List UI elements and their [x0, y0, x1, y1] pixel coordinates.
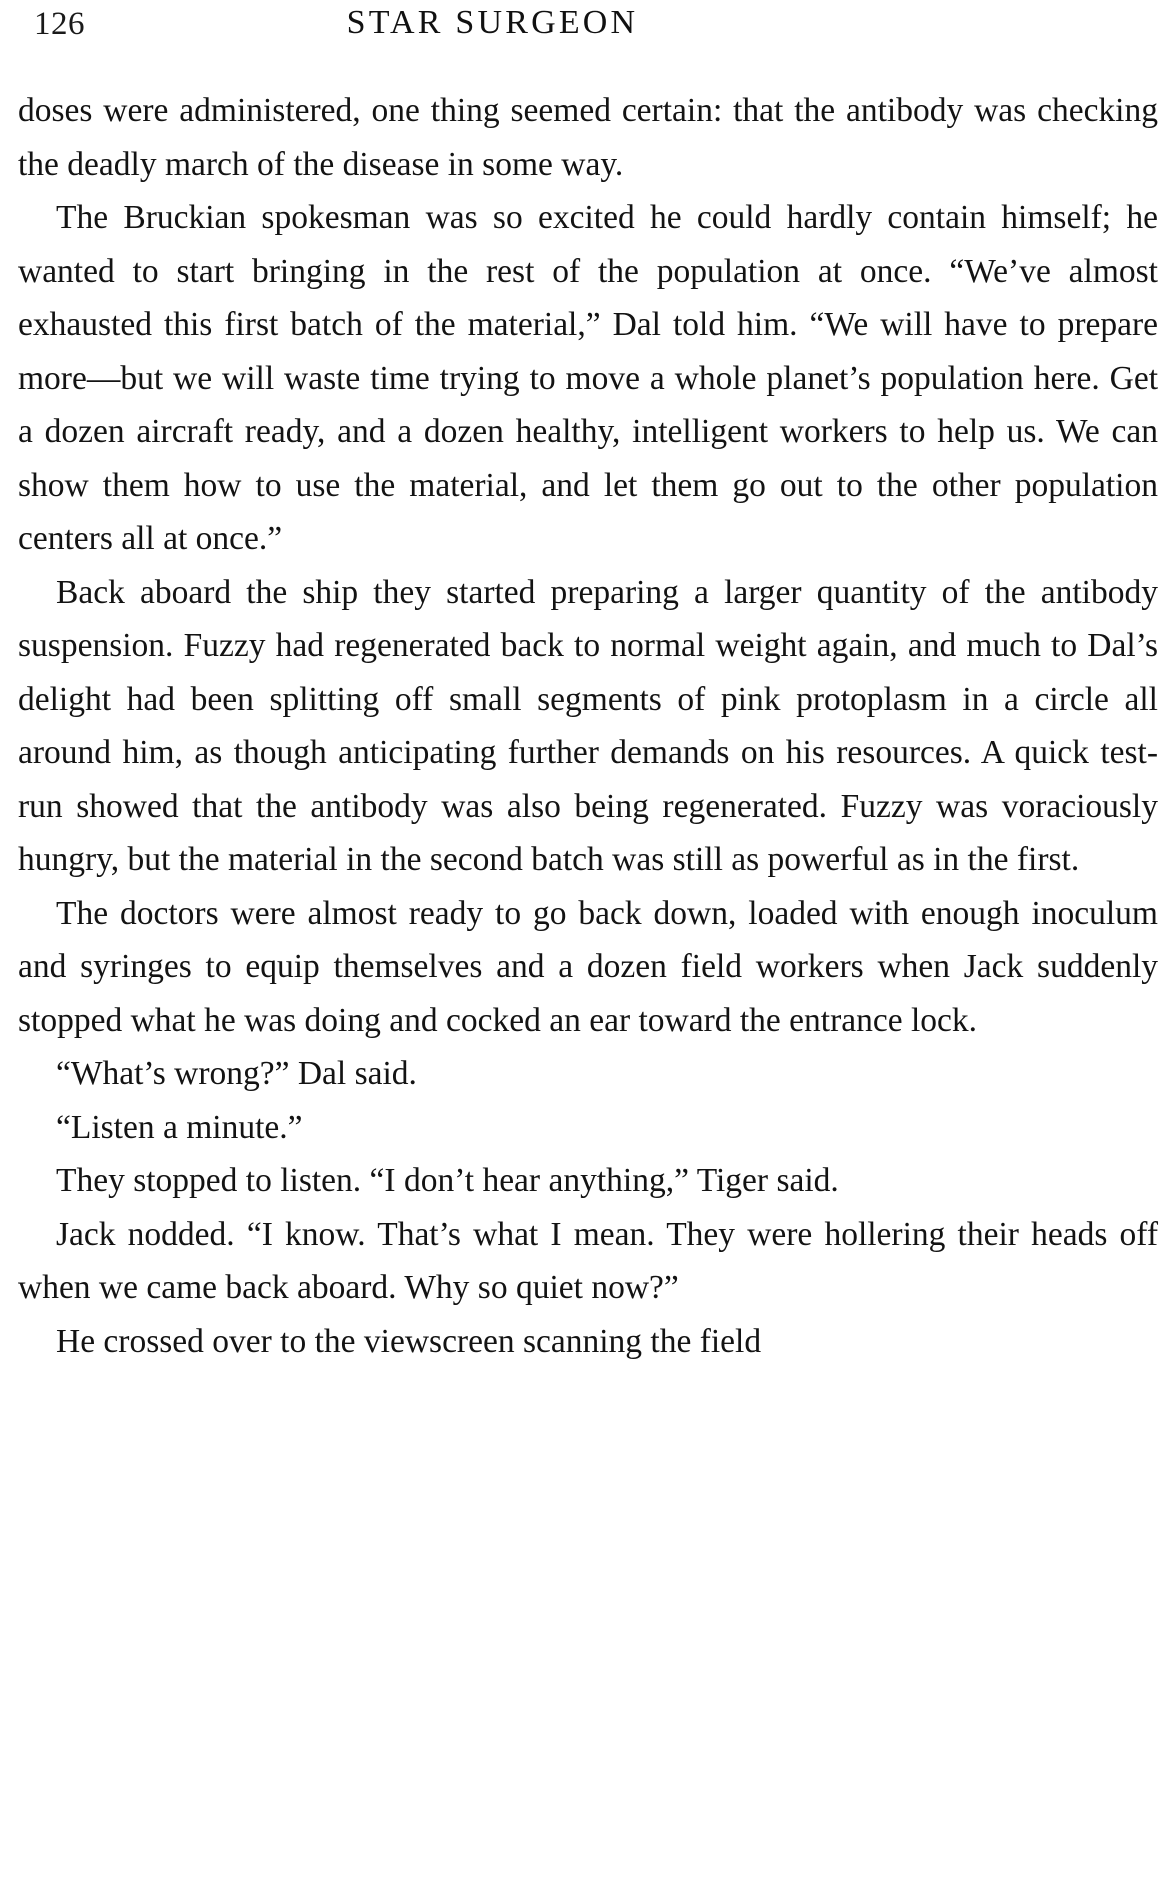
paragraph: They stopped to listen. “I don’t hear anything,” Tiger said.: [56, 1162, 839, 1199]
paragraph: “Listen a minute.”: [56, 1108, 303, 1146]
paragraph: Back aboard the ship they started preparing a larger quantity of the antibody suspension. Fuzzy had regenerated back to normal weight again, and much to Dal’s delight had been splitting off small segments of pink protoplasm in a circle all around him, as though anticipating further demands on his resources. A quick test-run showed that the antibody was also being regenerated. Fuzzy was voraciously hungry, but the material in the second batch was still as powerful as in the first.: [18, 573, 1158, 878]
paragraph: Jack nodded. “I know. That’s what I mean. They were hollering their heads off when we came back aboard. Why so quiet now?”: [18, 1215, 1158, 1306]
page-header: [0, 0, 1175, 70]
running-title: STAR SURGEON: [346, 4, 639, 41]
paragraph: The doctors were almost ready to go back down, loaded with enough inoculum and syringes to equip themselves and a dozen field workers when Jack suddenly stopped what he was doing and cocked an ear toward the entrance lock.: [18, 894, 1158, 1039]
paragraph: doses were administered, one thing seemed certain: that the antibody was checking the deadly march of the disease in some way.: [18, 92, 1158, 183]
page-body: [18, 84, 1158, 1368]
paragraph: He crossed over to the viewscreen scanning the field: [56, 1322, 762, 1360]
paragraph: “What’s wrong?” Dal said.: [56, 1055, 417, 1092]
page-number: 126: [34, 6, 85, 42]
paragraph: The Bruckian spokesman was so excited he could hardly contain himself; he wanted to start bringing in the rest of the population at once. “We’ve almost exhausted this first batch of the material,” Dal told him. “We will have to prepare more—but we will waste time trying to move a whole planet’s population here. Get a dozen aircraft ready, and a dozen healthy, intelligent workers to help us. We can show them how to use the material, and let them go out to the other population centers all at once.”: [18, 199, 1158, 557]
